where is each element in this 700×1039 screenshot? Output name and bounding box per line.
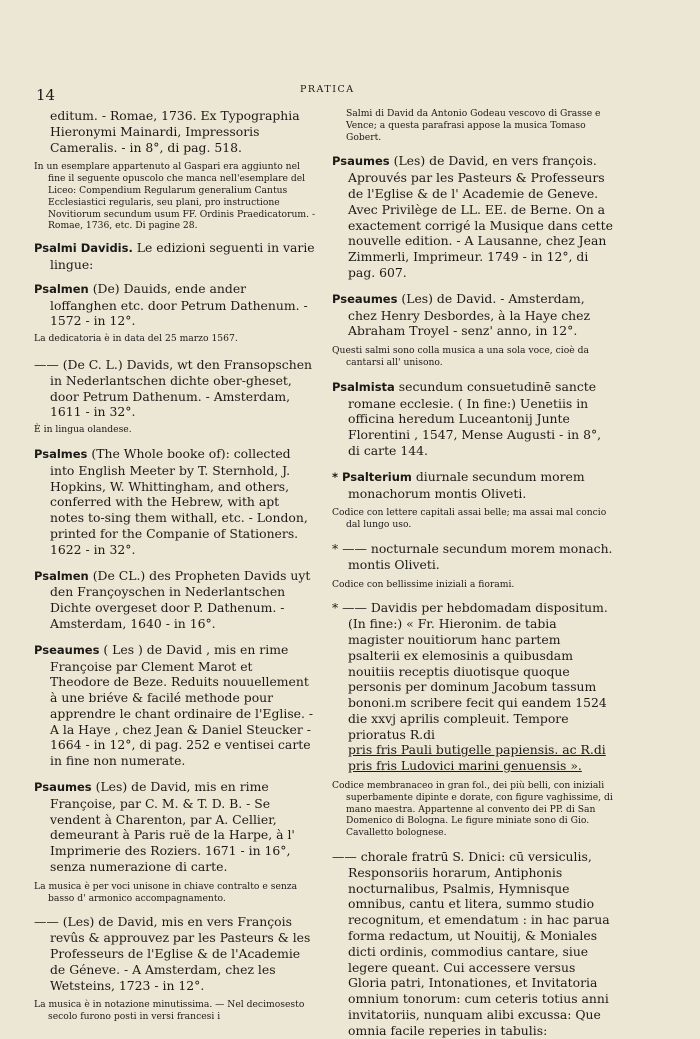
entry: —— (De C. L.) Davids, wt den Fransopschen in Nederlantschen dichte ober-gheset, door Petrum Dathenum. - Amsterdam, 1611 - in 32°. [34,356,313,420]
note-continuation: Salmi di David da Antonio Godeau vescovo di Grasse e Vence; a questa parafrasi appose la musica Tomaso Gobert. [346,108,601,143]
entry [34,281,316,329]
entry-text: (Les) de David, en vers françois. Aprouvés par les Pasteurs & Professeurs de l'Eglise & de l' Academie de Geneve. Avec Privilège de LL. EE. de Berne. On a exactement corrigé la Musique dans cette nouvelle edition. - A Lausanne, chez Jean Zimmerli, Imprimeur. 1749 - in 12°, di pag. 607. [348,153,613,280]
entry [332,379,616,459]
entry-line [332,742,616,758]
right-column [332,108,616,1039]
left-column [34,108,316,1023]
note: La dedicatoria è in data del 25 marzo 1567. [34,333,238,345]
entry: * —— Davidis per hebdomadam dispositum. (In fine:) « Fr. Hieronim. de tabia magister nouitiorum hanc partem psalterii ex elemosinis a quibusdam nouitiis receptis diuotisque quoque personis per dominum Jacobum tassum bononi.m scribere fecit qui eandem 1524 die xxvj aprilis compleuit. Tempore prioratus R.di [332,600,608,742]
entry [34,642,316,769]
headword: Psalmen [34,568,89,583]
headword: Psalmi Davidis. [34,241,133,256]
underlined-text: pris fris Ludovici marini genuensis ». [348,758,582,774]
entry [34,779,316,875]
headword: Pseaumes [34,642,100,657]
entry-text: (De) Dauids, ende ander loffanghen etc. door Petrum Dathenum. - 1572 - in 12°. [50,280,308,329]
note: Codice con lettere capitali assai belle; ma assai mal concio dal lungo uso. [332,507,607,531]
entry [34,568,316,632]
headword: Psalmista [332,379,395,394]
note: Codice membranaceo in gran fol., dei più belli, con iniziali superbamente dipinte e dorate, con figure vaghissime, di mano maestra. Appartenne al convento dei PP. di San Domenico di Bologna. Le figure miniate sono di Gio. Cavalletto bolognese. [332,780,613,839]
entry-line [332,758,616,774]
entry: —— chorale fratrū S. Dnici: cū versiculis, Responsoriis horarum, Antiphonis nocturnalibus, Psalmis, Hymnisque omnibus, cantu et litera, summo studio recognitum, et emendatum : in hac parua forma redactum, ut Nouitij, & Moniales dicti ordinis, commodius cantare, siue legere queant. Cui accessere versus Gloria patri, Intonationes, et Invitatoria omnium tonorum: cum ceteris totius anni invitatoriis, nunquam alibi excussa: Que omnia facile reperies in tabulis: [332,849,610,1038]
headword: Pseaumes [332,291,398,306]
note: La musica è in notazione minutissima. — Nel decimosesto secolo furono posti in versi francesi i [34,999,305,1023]
entry-text: ( Les ) de David , mis en rime Françoise par Clement Marot et Theodore de Beze. Reduits nouuellement à une briéve & facilé methode pour apprendre le chant ordinaire de l'Eglise. - A la Haye , chez Jean & Daniel Steucker - 1664 - in 12°, di pag. 252 e ventisei carte in fine non numerate. [50,641,314,769]
entry [332,153,616,280]
entry: —— (Les) de David, mis en vers François revûs & approuvez par les Pasteurs & les Professeurs de l'Eglise & de l'Academie de Géneve. - A Amsterdam, chez les Wetsteins, 1723 - in 12°. [34,914,311,993]
headword: Psaumes [332,154,390,169]
entry-text: Le edizioni seguenti in varie lingue: [50,240,315,272]
entry-text: secundum consuetudinē sancte romane ecclesie. ( In fine:) Uenetiis in officina heredum Luceantonij Junte Florentini , 1547, Mense Augusti - in 8°, di carte 144. [348,378,602,458]
entry-text: (Les) de David. - Amsterdam, chez Henry Desbordes, à la Haye chez Abraham Troyel - senz' anno, in 12°. [348,290,590,339]
entry-text: diurnale secundum morem monachorum montis Oliveti. [348,468,585,501]
note: Questi salmi sono colla musica a una sola voce, cioè da cantarsi all' unisono. [332,345,589,368]
note: È in lingua olandese. [34,424,132,436]
entry [34,446,316,558]
underlined-text: pris fris Pauli butigelle papiensis. ac R.di [348,742,606,758]
page-number: 14 [36,86,56,104]
headword: * Psalterium [332,469,412,484]
entry-text: (De CL.) des Propheten Davids uyt den Françoyschen in Nederlantschen Dichte overgeset door P. Dathenum. - Amsterdam, 1640 - in 16°. [50,567,311,631]
note: Codice con bellissime iniziali a fiorami. [332,578,515,590]
entry-continuation: editum. - Romae, 1736. Ex Typographia Hieronymi Mainardi, Impressoris Cameralis. - in 8°, di pag. 518. [50,108,300,155]
entry [332,291,616,339]
entry [332,469,616,502]
note: La musica è per voci unisone in chiave contralto e senza basso d' armonico accompagnamento. [34,880,298,904]
entry-text: (The Whole booke of): collected into English Meeter by T. Sternhold, J. Hopkins, W. Whittingham, and others, conferred with the Hebrew, with apt notes to-sing them withall, etc. - London, printed for the Companie of Stationers. 1622 - in 32°. [50,445,308,557]
note: In un esemplare appartenuto al Gaspari era aggiunto nel fine il seguente opuscolo che manca nell'esemplare del Liceo: Compendium Regularum generalium Cantus Ecclesiastici regularis, seu plani, pro instructione Novitiorum secundum usum FF. Ordinis Praedicatorum. - Romae, 1736, etc. Di pagine 28. [34,161,316,232]
headword: Psalmen [34,281,89,296]
entry: * —— nocturnale secundum morem monach. montis Oliveti. [332,540,613,572]
headword: Psaumes [34,780,92,795]
entry [34,240,316,273]
headword: Psalmes [34,446,88,461]
running-head: PRATICA [300,84,355,95]
entry-text: (Les) de David, mis en rime Françoise, par C. M. & T. D. B. - Se vendent à Charenton, par A. Cellier, demeurant à Paris ruë de la Harpe, à l' Imprimerie des Roziers. 1671 - in 16°, senza numerazione di carte. [50,779,295,875]
